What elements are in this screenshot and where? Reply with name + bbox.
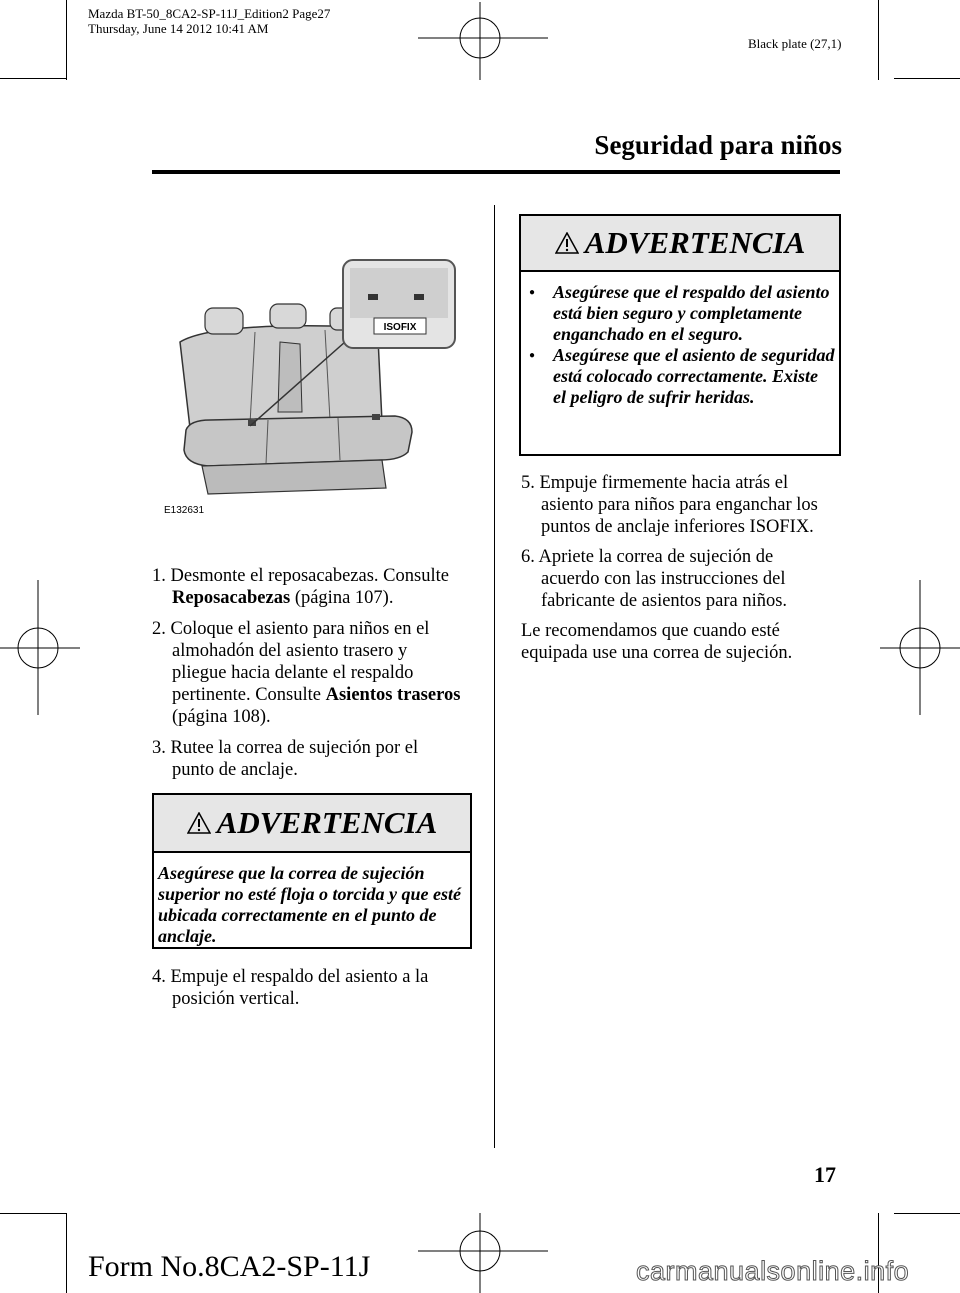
crop-mark: [66, 1213, 67, 1293]
step-text: Empuje el respaldo del asiento a la: [170, 967, 429, 987]
file-info: Mazda BT-50_8CA2-SP-11J_Edition2 Page27: [88, 6, 331, 21]
step-text: Coloque el asiento para niños en el: [170, 619, 430, 639]
step-text: fabricante de asientos para niños.: [541, 591, 788, 611]
note-text: Le recomendamos que cuando esté: [521, 621, 780, 641]
crop-mark: [0, 1213, 66, 1214]
warning-triangle-icon: [187, 812, 211, 834]
warning-header: [154, 795, 470, 853]
step-text: Desmonte el reposacabezas. Consulte: [170, 566, 449, 586]
recommendation-note: [521, 620, 851, 664]
step-text: acuerdo con las instrucciones del: [541, 569, 786, 589]
step-1: [152, 565, 492, 609]
warning-box-right: [519, 214, 841, 456]
step-number: 3.: [152, 738, 166, 758]
step-number: 4.: [152, 967, 166, 987]
column-divider: [494, 205, 495, 1148]
warning-triangle-icon: [555, 232, 579, 254]
crop-mark: [878, 0, 879, 80]
step-text: pliegue hacia delante el respaldo: [172, 663, 414, 683]
step-text: asiento para niños para enganchar los: [541, 495, 818, 515]
step-text: Empuje firmemente hacia atrás el: [539, 473, 789, 493]
step-number: 2.: [152, 619, 166, 639]
watermark: carmanualsonline.info: [636, 1256, 910, 1286]
registration-mark-top: [418, 2, 548, 82]
step-text: pertinente. Consulte: [172, 685, 326, 705]
step-4: [152, 966, 492, 1010]
page-reference: (página 107).: [294, 588, 394, 608]
warning-title: ADVERTENCIA: [216, 805, 438, 840]
step-text: almohadón del asiento trasero y: [172, 641, 408, 661]
rear-seat-illustration: [150, 252, 470, 532]
warning-text: Asegúrese que la correa de sujeción superior no esté floja o torcida y que esté ubicada correctamente en el punto de anclaje.: [158, 863, 461, 946]
warning-title: ADVERTENCIA: [584, 225, 806, 260]
warning-bullet: ● Asegúrese que el respaldo del asiento está bien seguro y completamente enganchado en el seguro.: [525, 282, 835, 345]
cross-reference: Asientos traseros: [325, 685, 461, 705]
step-text: Rutee la correa de sujeción por el: [170, 738, 419, 758]
step-text: Apriete la correa de sujeción de: [538, 547, 774, 567]
section-title: Seguridad para niños: [594, 130, 842, 160]
step-text: punto de anclaje.: [172, 760, 298, 780]
crop-mark: [894, 1213, 960, 1214]
step-text: puntos de anclaje inferiores ISOFIX.: [541, 517, 814, 537]
step-number: 6.: [521, 547, 535, 567]
registration-mark-bottom: [418, 1213, 548, 1293]
step-number: 5.: [521, 473, 535, 493]
plate-info: Black plate (27,1): [748, 36, 842, 51]
crop-mark: [66, 0, 67, 80]
warning-list-container: [521, 272, 839, 416]
cross-reference: Reposacabezas: [172, 588, 291, 608]
image-code: E132631: [164, 505, 205, 516]
crop-mark: [0, 78, 66, 79]
page-reference: (página 108).: [172, 707, 271, 727]
page-number: 17: [814, 1162, 836, 1187]
registration-mark-right: [880, 580, 960, 715]
date-info: Thursday, June 14 2012 10:41 AM: [88, 21, 269, 36]
step-3: [152, 737, 492, 781]
warning-list: [525, 282, 835, 408]
step-number: 1.: [152, 566, 166, 586]
step-5: [521, 472, 851, 538]
note-text: equipada use una correa de sujeción.: [521, 643, 793, 663]
form-number: Form No.8CA2-SP-11J: [88, 1250, 371, 1283]
warning-bullet: ● Asegúrese que el asiento de seguridad está colocado correctamente. Existe el peligro de sufrir heridas.: [525, 345, 835, 408]
step-2: [152, 618, 492, 728]
step-6: [521, 546, 851, 612]
warning-box-left: [152, 793, 472, 949]
header-rule: [152, 170, 840, 174]
step-text: posición vertical.: [172, 989, 300, 1009]
isofix-label: ISOFIX: [383, 322, 417, 333]
crop-mark: [894, 78, 960, 79]
registration-mark-left: [0, 580, 80, 715]
warning-header: [521, 216, 839, 272]
